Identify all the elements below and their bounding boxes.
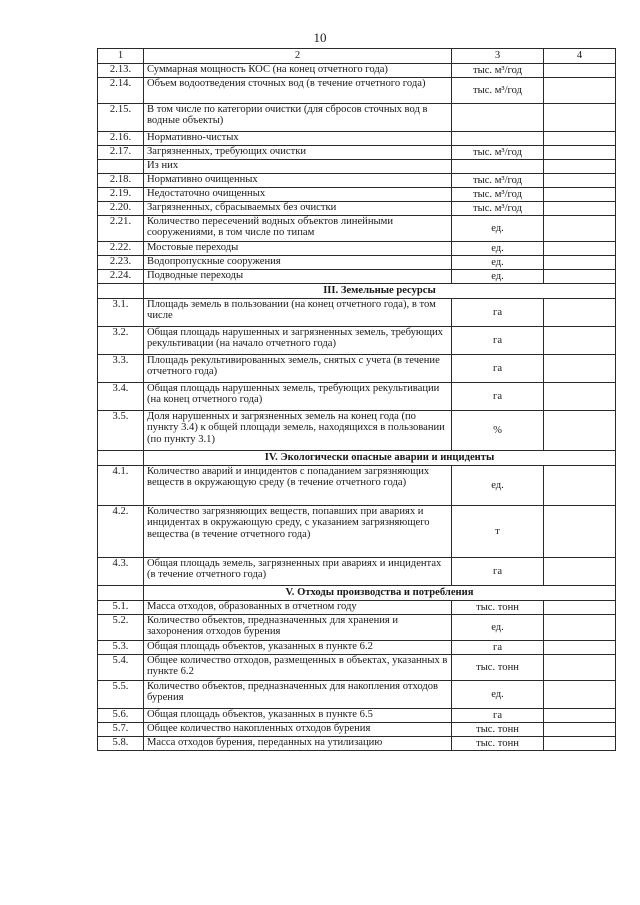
row-number: 2.13.	[98, 64, 144, 78]
table-row	[98, 146, 616, 160]
row-value	[544, 216, 616, 242]
row-value	[544, 558, 616, 586]
row-unit: га	[452, 641, 544, 655]
row-unit: тыс. м³/год	[452, 146, 544, 160]
row-indicator: Загрязненных, сбрасываемых без очистки	[144, 202, 452, 216]
row-value	[544, 242, 616, 256]
row-unit: тыс. тонн	[452, 737, 544, 751]
row-indicator: Объем водоотведения сточных вод (в течение отчетного года)	[144, 78, 452, 104]
row-unit	[452, 160, 544, 174]
row-unit: тыс. м³/год	[452, 64, 544, 78]
row-indicator: Из них	[144, 160, 452, 174]
row-indicator: Общее количество отходов, размещенных в объектах, указанных в пункте 6.2	[144, 655, 452, 681]
table-header-row	[98, 49, 616, 64]
row-value	[544, 681, 616, 709]
row-unit: тыс. тонн	[452, 655, 544, 681]
section-header-row	[98, 586, 616, 601]
table-row	[98, 709, 616, 723]
section-title: IV. Экологически опасные аварии и инциденты	[144, 451, 616, 466]
row-number: 4.2.	[98, 506, 144, 558]
row-unit: га	[452, 709, 544, 723]
row-number: 5.2.	[98, 615, 144, 641]
row-indicator: Нормативно-чистых	[144, 132, 452, 146]
table-row	[98, 132, 616, 146]
row-number: 2.18.	[98, 174, 144, 188]
row-unit: ед.	[452, 270, 544, 284]
column-header: 1	[98, 49, 144, 64]
row-value	[544, 723, 616, 737]
row-indicator: Общая площадь нарушенных земель, требующих рекультивации (на конец отчетного года)	[144, 383, 452, 411]
row-unit: тыс. тонн	[452, 723, 544, 737]
table-row	[98, 64, 616, 78]
row-unit: тыс. м³/год	[452, 174, 544, 188]
page-number: 10	[313, 30, 327, 45]
row-value	[544, 737, 616, 751]
row-value	[544, 104, 616, 132]
row-unit: ед.	[452, 681, 544, 709]
section-empty-cell	[98, 586, 144, 601]
row-indicator: Общая площадь объектов, указанных в пункте 6.5	[144, 709, 452, 723]
row-unit: га	[452, 383, 544, 411]
row-indicator: Водопропускные сооружения	[144, 256, 452, 270]
row-value	[544, 146, 616, 160]
row-number: 4.3.	[98, 558, 144, 586]
row-indicator: Масса отходов бурения, переданных на утилизацию	[144, 737, 452, 751]
row-unit: т	[452, 506, 544, 558]
row-unit	[452, 132, 544, 146]
table-row	[98, 299, 616, 327]
row-unit: тыс. м³/год	[452, 78, 544, 104]
row-value	[544, 160, 616, 174]
row-indicator: Общая площадь земель, загрязненных при авариях и инцидентах (в течение отчетного года)	[144, 558, 452, 586]
row-indicator: Количество объектов, предназначенных для хранения и захоронения отходов бурения	[144, 615, 452, 641]
table-row	[98, 411, 616, 451]
row-number	[98, 160, 144, 174]
row-number: 5.1.	[98, 601, 144, 615]
row-value	[544, 78, 616, 104]
row-value	[544, 188, 616, 202]
row-value	[544, 64, 616, 78]
table-row	[98, 174, 616, 188]
row-unit: тыс. м³/год	[452, 202, 544, 216]
row-value	[544, 641, 616, 655]
row-number: 2.22.	[98, 242, 144, 256]
column-header: 2	[144, 49, 452, 64]
row-indicator: Площадь рекультивированных земель, снятых с учета (в течение отчетного года)	[144, 355, 452, 383]
table-body	[98, 64, 616, 751]
row-number: 2.19.	[98, 188, 144, 202]
row-indicator: Общее количество накопленных отходов бурения	[144, 723, 452, 737]
row-unit: га	[452, 327, 544, 355]
row-number: 3.2.	[98, 327, 144, 355]
row-value	[544, 256, 616, 270]
row-unit: %	[452, 411, 544, 451]
row-indicator: Суммарная мощность КОС (на конец отчетного года)	[144, 64, 452, 78]
table-row	[98, 641, 616, 655]
row-unit: ед.	[452, 615, 544, 641]
table-row	[98, 601, 616, 615]
table-row	[98, 355, 616, 383]
row-value	[544, 174, 616, 188]
table-row	[98, 160, 616, 174]
row-number: 5.3.	[98, 641, 144, 655]
row-unit: ед.	[452, 466, 544, 506]
row-indicator: Нормативно очищенных	[144, 174, 452, 188]
row-number: 2.15.	[98, 104, 144, 132]
row-indicator: Доля нарушенных и загрязненных земель на конец года (по пункту 3.4) к общей площади земель, находящихся в пользовании (по пункту 3.1)	[144, 411, 452, 451]
row-value	[544, 202, 616, 216]
table-row	[98, 615, 616, 641]
section-header-row	[98, 451, 616, 466]
row-value	[544, 299, 616, 327]
row-indicator: Подводные переходы	[144, 270, 452, 284]
column-header: 4	[544, 49, 616, 64]
table-row	[98, 506, 616, 558]
row-value	[544, 655, 616, 681]
row-indicator: Количество пересечений водных объектов линейными сооружениями, в том числе по типам	[144, 216, 452, 242]
row-number: 2.17.	[98, 146, 144, 160]
row-number: 3.3.	[98, 355, 144, 383]
section-empty-cell	[98, 451, 144, 466]
row-number: 5.6.	[98, 709, 144, 723]
table-row	[98, 256, 616, 270]
row-value	[544, 132, 616, 146]
row-number: 4.1.	[98, 466, 144, 506]
table-row	[98, 270, 616, 284]
table-row	[98, 242, 616, 256]
row-value	[544, 327, 616, 355]
row-value	[544, 615, 616, 641]
table-row	[98, 681, 616, 709]
row-indicator: Площадь земель в пользовании (на конец отчетного года), в том числе	[144, 299, 452, 327]
table-row	[98, 383, 616, 411]
row-unit: га	[452, 299, 544, 327]
table-row	[98, 202, 616, 216]
table-row	[98, 466, 616, 506]
row-number: 2.20.	[98, 202, 144, 216]
table-row	[98, 723, 616, 737]
row-indicator: В том числе по категории очистки (для сбросов сточных вод в водные объекты)	[144, 104, 452, 132]
table-row	[98, 558, 616, 586]
row-number: 5.5.	[98, 681, 144, 709]
row-indicator: Загрязненных, требующих очистки	[144, 146, 452, 160]
row-indicator: Общая площадь объектов, указанных в пункте 6.2	[144, 641, 452, 655]
row-unit: га	[452, 558, 544, 586]
row-value	[544, 383, 616, 411]
row-number: 2.24.	[98, 270, 144, 284]
row-value	[544, 411, 616, 451]
row-number: 2.21.	[98, 216, 144, 242]
indicators-table	[97, 48, 616, 751]
table-row	[98, 78, 616, 104]
column-header: 3	[452, 49, 544, 64]
row-unit	[452, 104, 544, 132]
section-title: V. Отходы производства и потребления	[144, 586, 616, 601]
row-indicator: Количество загрязняющих веществ, попавших при авариях и инцидентах в окружающую среду, с указанием загрязняющего вещества (в течение отчетного года)	[144, 506, 452, 558]
row-indicator: Общая площадь нарушенных и загрязненных земель, требующих рекультивации (на начало отчетного года)	[144, 327, 452, 355]
row-number: 5.4.	[98, 655, 144, 681]
row-indicator: Количество аварий и инцидентов с попаданием загрязняющих веществ в окружающую среду (в течение отчетного года)	[144, 466, 452, 506]
row-unit: ед.	[452, 256, 544, 270]
table-row	[98, 216, 616, 242]
row-unit: га	[452, 355, 544, 383]
row-value	[544, 709, 616, 723]
row-number: 2.16.	[98, 132, 144, 146]
row-indicator: Мостовые переходы	[144, 242, 452, 256]
row-value	[544, 270, 616, 284]
row-number: 5.8.	[98, 737, 144, 751]
row-indicator: Количество объектов, предназначенных для накопления отходов бурения	[144, 681, 452, 709]
row-value	[544, 601, 616, 615]
row-number: 2.23.	[98, 256, 144, 270]
row-number: 3.5.	[98, 411, 144, 451]
table-row	[98, 655, 616, 681]
row-number: 5.7.	[98, 723, 144, 737]
row-number: 3.4.	[98, 383, 144, 411]
row-value	[544, 355, 616, 383]
table-row	[98, 104, 616, 132]
section-title: III. Земельные ресурсы	[144, 284, 616, 299]
table-row	[98, 737, 616, 751]
row-value	[544, 506, 616, 558]
section-header-row	[98, 284, 616, 299]
row-number: 2.14.	[98, 78, 144, 104]
row-unit: ед.	[452, 216, 544, 242]
row-indicator: Масса отходов, образованных в отчетном году	[144, 601, 452, 615]
section-empty-cell	[98, 284, 144, 299]
row-number: 3.1.	[98, 299, 144, 327]
row-unit: тыс. м³/год	[452, 188, 544, 202]
row-unit: ед.	[452, 242, 544, 256]
table-row	[98, 188, 616, 202]
table-row	[98, 327, 616, 355]
row-indicator: Недостаточно очищенных	[144, 188, 452, 202]
row-unit: тыс. тонн	[452, 601, 544, 615]
row-value	[544, 466, 616, 506]
